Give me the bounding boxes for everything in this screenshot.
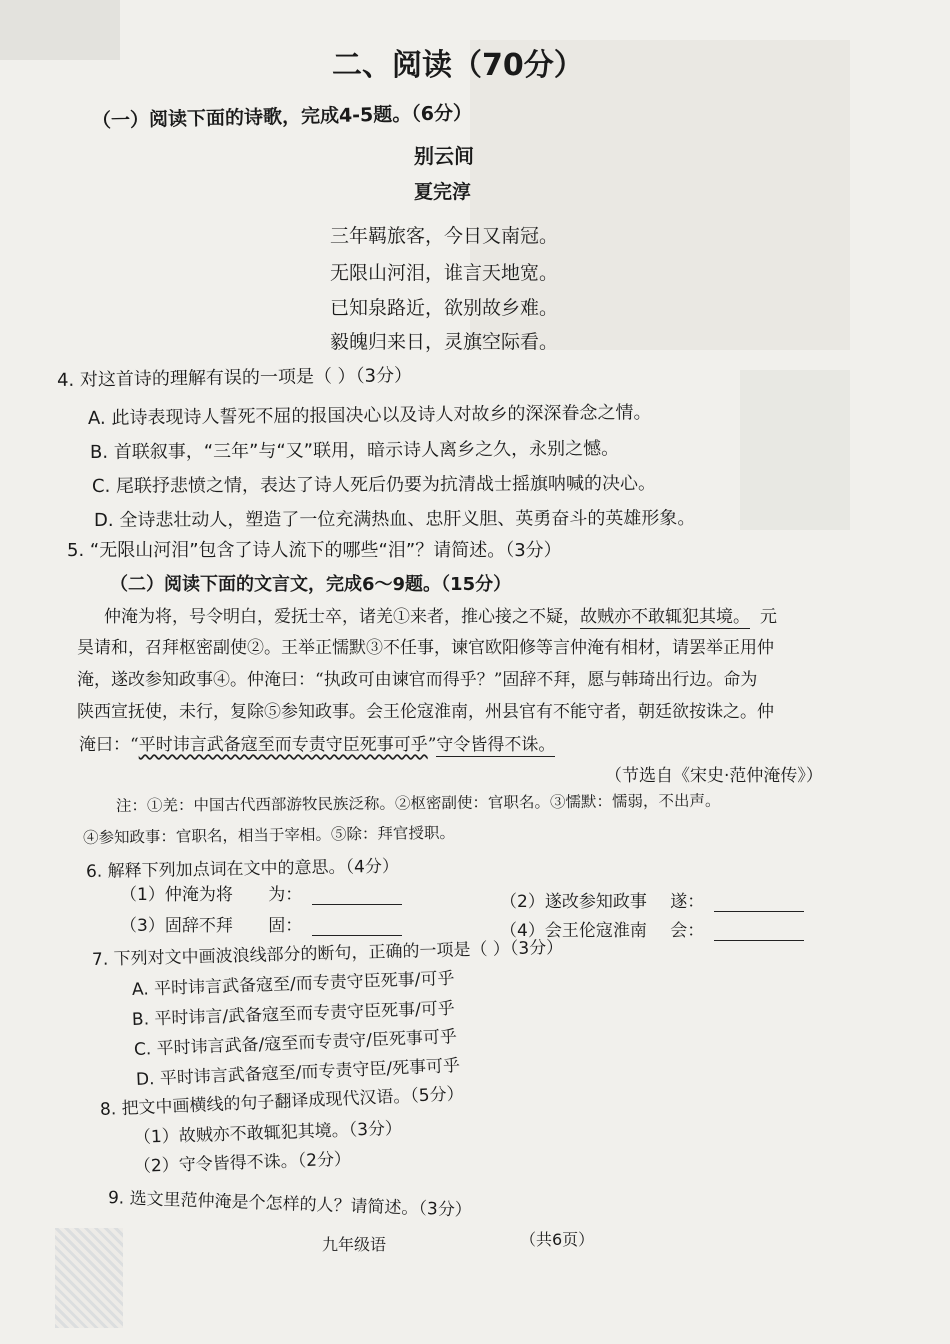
passage-line-5-b: ” — [427, 735, 437, 755]
passage-line-3: 淹，遂改参知政事④。仲淹曰：“执政可由谏官而得乎？”固辞不拜，愿与韩琦出行边。命为 — [77, 670, 758, 690]
scan-noise — [55, 1228, 123, 1328]
q9-stem: 9. 选文里范仲淹是个怎样的人？请简述。（3分） — [107, 1188, 473, 1221]
poem-title: 别云间 — [414, 144, 474, 168]
q7-option-a: A. 平时讳言武备寇至/而专责守臣死事/可乎 — [131, 968, 455, 1000]
bleed-through-left — [0, 0, 120, 60]
q6-item-2-word: 遂： — [670, 892, 705, 912]
q6-stem: 6. 解释下列加点词在文中的意思。（4分） — [85, 856, 400, 882]
passage-line-5-a: 淹曰：“ — [79, 735, 139, 755]
poem-line-2: 无限山河泪，谁言天地宽。 — [330, 262, 559, 284]
q6-item-2-answer-blank[interactable] — [714, 893, 804, 912]
passage-note-2: ④参知政事：官职名，相当于宰相。⑤除：拜官授职。 — [82, 823, 456, 847]
q6-item-3-sentence: （3）固辞不拜 — [120, 916, 233, 936]
wavy-underline-sentence: 平时讳言武备寇至而专责守臣死事可乎 — [138, 735, 428, 755]
q6-item-3 — [120, 916, 402, 936]
q6-item-4-sentence: （4）会王伦寇淮南 — [500, 921, 647, 941]
q7-option-d: D. 平时讳言武备寇至/而专责守臣/死事可乎 — [135, 1055, 461, 1090]
poem-author: 夏完淳 — [414, 181, 472, 203]
bleed-through-table — [740, 370, 850, 530]
q6-item-2-sentence: （2）遂改参知政事 — [500, 892, 647, 912]
q4-option-c: C. 尾联抒悲愤之情，表达了诗人死后仍要为抗清战士摇旗呐喊的决心。 — [91, 473, 657, 497]
q6-item-1-answer-blank[interactable] — [312, 886, 402, 905]
passage-line-4: 陕西宣抚使，未行，复除⑤参知政事。会王伦寇淮南，州县官有不能守者，朝廷欲按诛之。仲 — [77, 702, 774, 722]
q4-option-a: A. 此诗表现诗人誓死不屈的报国决心以及诗人对故乡的深深眷念之情。 — [87, 402, 652, 429]
q8-item-2: （2）守令皆得不诛。（2分） — [133, 1149, 352, 1177]
section-title: 二、阅读（70分） — [332, 48, 584, 83]
translation-sentence-1: 故贼亦不敢辄犯其境。 — [580, 607, 750, 627]
q8-item-1: （1）故贼亦不敢辄犯其境。（3分） — [133, 1118, 403, 1148]
q7-option-c: C. 平时讳言武备/寇至而专责守/臣死事可乎 — [133, 1027, 458, 1060]
poem-line-3: 已知泉路近，欲别故乡难。 — [330, 297, 559, 319]
part2-heading: （二）阅读下面的文言文，完成6～9题。（15分） — [110, 574, 512, 595]
passage-note-1: 注：①羌：中国古代西部游牧民族泛称。②枢密副使：官职名。③懦默：懦弱，不出声。 — [115, 791, 721, 815]
passage-line-2: 昊请和，召拜枢密副使②。王举正懦默③不任事，谏官欧阳修等言仲淹有相材，请罢举正用仲 — [77, 638, 774, 658]
translation-sentence-2: 守令皆得不诛。 — [436, 735, 556, 755]
q4-stem: 4. 对这首诗的理解有误的一项是（ ）（3分） — [56, 365, 413, 391]
q6-item-2 — [500, 892, 804, 912]
q6-item-1-word: 为： — [268, 885, 303, 905]
part1-heading: （一）阅读下面的诗歌，完成4-5题。（6分） — [91, 102, 473, 132]
q6-item-1 — [120, 885, 402, 905]
passage-source: （节选自《宋史·范仲淹传》） — [605, 766, 823, 786]
q5-stem: 5. “无限山河泪”包含了诗人流下的哪些“泪”？请简述。（3分） — [67, 540, 562, 561]
passage-line-1-b: 元 — [760, 607, 777, 627]
poem-line-4: 毅魄归来日，灵旗空际看。 — [330, 331, 559, 353]
footer-pages: （共6页） — [520, 1230, 595, 1249]
q4-option-d: D. 全诗悲壮动人，塑造了一位充满热血、忠肝义胆、英勇奋斗的英雄形象。 — [93, 507, 696, 531]
poem-line-1: 三年羁旅客，今日又南冠。 — [330, 225, 559, 247]
q6-item-1-sentence: （1）仲淹为将 — [120, 885, 233, 905]
q4-option-b: B. 首联叙事，“三年”与“又”联用，暗示诗人离乡之久，永别之憾。 — [89, 438, 620, 463]
passage-line-5 — [79, 735, 555, 755]
passage-line-1-a: 仲淹为将，号令明白，爱抚士卒，诸羌①来者，推心接之不疑， — [104, 607, 580, 627]
q7-option-b: B. 平时讳言/武备寇至而专责守臣死事/可乎 — [131, 998, 456, 1030]
q6-item-4-answer-blank[interactable] — [714, 922, 804, 941]
footer-subject: 九年级语 — [322, 1235, 387, 1254]
q6-item-3-answer-blank[interactable] — [312, 917, 402, 936]
q8-stem: 8. 把文中画横线的句子翻译成现代汉语。（5分） — [99, 1084, 465, 1120]
q7-stem: 7. 下列对文中画波浪线部分的断句，正确的一项是（ ）（3分） — [91, 937, 564, 970]
q6-item-3-word: 固： — [268, 916, 303, 936]
passage-line-1 — [104, 607, 777, 627]
q6-item-4-word: 会： — [670, 921, 705, 941]
